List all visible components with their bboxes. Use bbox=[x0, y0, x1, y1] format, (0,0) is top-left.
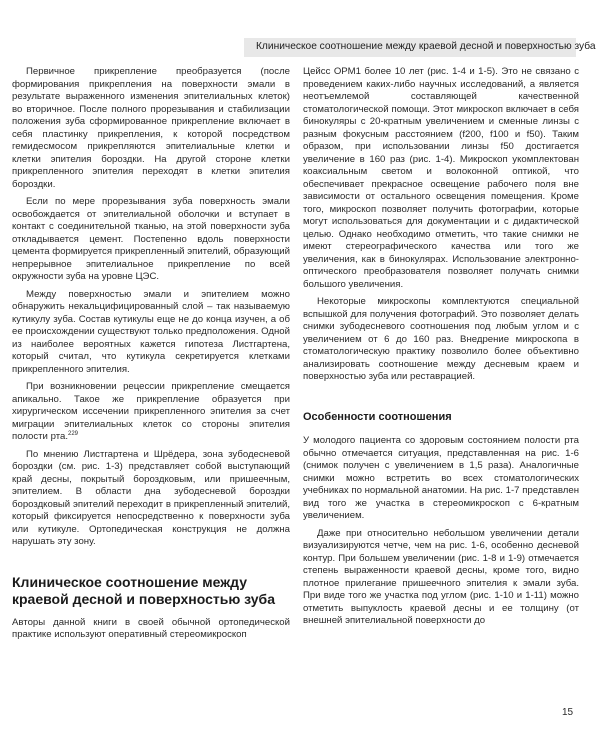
paragraph: Первичное прикрепление преобразуется (после формирования прикрепления на поверхности эмали в результате выраженного изменения эпителиальных клеток) во вторичное. После полного прорезывания и стабилизации положения зуба сформированное прикрепление включает в себя пластинку прикрепления, к которой посредством гемидесмосом прикрепляются эпителиальные клетки и клетки эпителия бороздки. На другой стороне клетки прикрепленного эпителия переходят в клетки эпителия бороздки. bbox=[12, 66, 290, 190]
running-header-title: Клиническое соотношение между краевой десной и поверхностью зуба bbox=[256, 41, 596, 52]
paragraph-text: При возникновении рецессии прикрепление смещается апикально. Такое же прикрепление образуется при хирургическом иссечении прикрепленного эпителия за счет миграции эпителиальных клеток со стороны эпителия полости рта. bbox=[12, 381, 290, 442]
paragraph bbox=[12, 381, 290, 444]
page-number: 15 bbox=[562, 707, 574, 718]
subsection-heading: Особенности соотношения bbox=[303, 410, 452, 423]
paragraph: Некоторые микроскопы комплектуются специальной вспышкой для получения фотографий. Это позволяет делать снимки зубодесневого соотношения под любым углом и с увеличением от 6 до 160 раз. Внедрение микроскопа в стоматологическую практику позволило более объективно анализировать соотношение между десневым краем и поверхностью зуба или реставрацией. bbox=[303, 296, 579, 382]
paragraph: У молодого пациента со здоровым состоянием полости рта обычно отмечается ситуация, представленная на рис. 1-6 (снимок получен с увеличением в 1,5 раза). Аналогичные снимки можно встретить во всех стоматологических учебниках по нормальной анатомии. На рис. 1-7 представлен вид того же участка в стереомикроскоп с 6-кратным увеличением. bbox=[303, 435, 579, 521]
right-column bbox=[303, 66, 579, 633]
reference-superscript: 229 bbox=[68, 430, 79, 437]
paragraph: По мнению Листгартена и Шрёдера, зона зубодесневой бороздки (см. рис. 1-3) представляет собой выступающий край десны, покрытый бороздковым, или пришеечным, эпителием. В области дна зубодесневой бороздки бороздковый эпителий переходит в прикрепленный эпителий, который фиксируется непосредственно к поверхности зуба или кутикуле. Ортопедическая конструкция не должна нарушать эту зону. bbox=[12, 448, 290, 547]
paragraph: Цейсс ОРМ1 более 10 лет (рис. 1-4 и 1-5). Это не связано с проведением каких-либо научных исследований, а является неотъемлемой составляющей качественной стоматологической помощи. Этот микроскоп включает в себя бинокуляры с 20-кратным увеличением и сменные линзы с разным фокусным расстоянием (f200, f100 и f50). Таким образом, при использовании линзы f50 достигается увеличение в 160 раз (рис. 1-4). Микроскоп укомплектован коаксиальным светом и волоконной оптикой, что обеспечивает прекрасное освещение рабочего поля вне зависимости от остального освещения помещения. Кроме того, микроскоп позволяет получить фотографии, которые могут использоваться для документации и с дидактической целью. Однако необходимо отметить, что такие снимки не имеют стереографического качества или того же увеличения, как в бинокулярах. Использование электронно-оптического преобразователя позволяет получать снимки большого увеличения. bbox=[303, 66, 579, 290]
paragraph: Даже при относительно небольшом увеличении детали визуализируются четче, чем на рис. 1-6, особенно десневой контур. При большем увеличении (рис. 1-8 и 1-9) отмечается степень выраженности краевой десны, кроме того, видно плотное прилегание пришеечного эпителия к эмали зуба. При виде того же участка под углом (рис. 1-10 и 1-11) можно отметить выпуклость краевой десны и ее толщину (от внешней эпителиальной поверхности до bbox=[303, 527, 579, 626]
paragraph: Между поверхностью эмали и эпителием можно обнаружить некальцифицированный слой – так называемую кутикулу зуба. Состав кутикулы еще не до конца изучен, а об ее происхождении существуют только предположения. Одной из наиболее вероятных кажется гипотеза Листгартена, который считал, что кутикула секретируется клетками прикрепленного эпителия. bbox=[12, 288, 290, 375]
paragraph: Если по мере прорезывания зуба поверхность эмали освобождается от эпителиальной оболочки и вступает в контакт с соединительной тканью, на этой поверхности зуба откладывается цемент. Постепенно вдоль поверхности цемента формируется прикрепленный эпителий, образующий непрерывное эпителиальное прикрепление по всей окружности зуба на уровне ЦЭС. bbox=[12, 196, 290, 282]
left-column bbox=[12, 66, 290, 647]
section-heading: Клиническое соотношение между краевой десной и поверхностью зуба bbox=[12, 573, 275, 607]
paragraph: Авторы данной книги в своей обычной ортопедической практике используют оперативный стереомикроскоп bbox=[12, 616, 290, 640]
